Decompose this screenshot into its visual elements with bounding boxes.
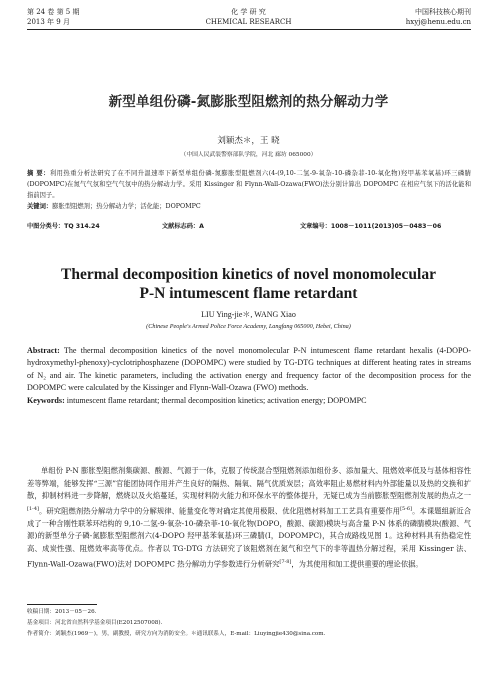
received-date: 收稿日期：2013－05－26. [27, 609, 97, 615]
intro-text-2: 。研究阻燃剂热分解动力学中的分解规律、能量变化等对确定其使用极限、优化阻燃材料加工工艺具有重要作用 [38, 506, 401, 516]
english-title [0, 265, 497, 303]
author-bio: 作者简介：刘颖杰(1969－)，男，副教授，研究方向为消防安全。＊通讯联系人，E-mail：Liuyingjie430@sina.com. [27, 631, 326, 637]
english-title-line2: P-N intumescent flame retardant [139, 285, 358, 302]
journal-name-en: CHEMICAL RESEARCH [205, 18, 292, 26]
footnote-divider [27, 604, 97, 605]
english-abstract-text: The thermal decomposition kinetics of the novel monomolecular P-N intumescent flame retardant hexalis (4-DOPO-hydroxymethyl-phenoxy)-cyclotriphosphazene (DOPOMPC) were studied by TG-DTG techniques at different heating rates in streams of N₂ and air. The kinetic parameters, including the activation energy and frequency factor of the decomposition process for the DOPOMPC were calculated by the Kissinger and Flynn-Wall-Ozawa (FWO) methods. [27, 346, 471, 393]
english-abstract [27, 345, 471, 407]
clc-number: 中图分类号：TQ 314.24 [27, 223, 100, 230]
chinese-keywords-text: 膨胀型阻燃剂；热分解动力学；活化能；DOPOMPC [52, 203, 201, 210]
chinese-abstract [27, 168, 471, 212]
chinese-abstract-label: 摘 要： [27, 170, 50, 177]
citation-ref-3: [7-8] [279, 558, 292, 565]
publication-date: 2013 年 9 月 [27, 18, 70, 26]
english-keywords-label: Keywords: [27, 395, 65, 405]
chinese-title: 新型单组份磷-氮膨胀型阻燃剂的热分解动力学 [108, 94, 389, 110]
english-title-line1: Thermal decomposition kinetics of novel monomolecular [61, 266, 436, 283]
english-abstract-body [27, 345, 471, 395]
english-keywords-text: intumescent flame retardant; thermal decomposition kinetics; activation energy; DOPOMPC [64, 395, 367, 405]
introduction-paragraph [27, 465, 471, 571]
article-id: 文章编号：1008－1011(2013)05－0483－06 [300, 223, 442, 230]
chinese-abstract-text: 利用热重分析法研究了在不同升温速率下新型单组份磷-氮膨胀型阻燃剂六(4-(9,10-二氢-9-氧杂-10-磷杂菲-10-氧化物)羟甲基苯氧基)环三磷腈(DOPOMPC)在氮气气氛和空气气氛中的热分解动力学。采用 Kissinger 和 Flynn-Wall-Ozawa(FWO)法分别计算出 DOPOMPC 在相应气氛下的活化能和指前因子。 [27, 170, 471, 199]
journal-name-cn: 化 学 研 究 [231, 8, 266, 16]
fund-info: 基金项目：河北省自然科学基金项目(E2012507008). [27, 620, 163, 626]
journal-contact [406, 7, 471, 27]
chinese-authors: 刘颖杰＊，王 晓 [217, 136, 280, 146]
header-divider [27, 29, 471, 30]
intro-text-1: 单组份 P-N 膨胀型阻燃剂集碳源、酸源、气源于一体，克服了传统混合型阻燃剂添加组份多、添加量大、阻燃效率低及与基体相容性差等弊端，能够发挥“三源”官能团协同作用并产生良好的隔热、隔氧、隔气优质炭层；高效率阻止易燃材料内外部能量以及热的交换和扩散，抑制材料进一步降解，燃烧以及火焰蔓延，实现材料防火能力和环保水平的整体提升，无疑已成为当前膨胀型阻燃剂发展的热点之一 [27, 466, 471, 501]
english-keywords [27, 395, 471, 407]
document-code: 文献标志码：A [162, 223, 204, 230]
journal-index-label: 中国科技核心期刊 [415, 8, 471, 16]
intro-text-4: ，为其使用和加工提供重要的理论依据。 [291, 559, 423, 568]
chinese-affiliation: （中国人民武装警察部队学院，河北 廊坊 065000） [180, 152, 317, 158]
english-authors: LIU Ying-jie＊, WANG Xiao [201, 310, 296, 319]
volume-issue: 第 24 卷 第 5 期 [27, 8, 80, 16]
intro-text-3: 。本课题组新近合成了一种含刚性联苯环结构的 9,10-二氢-9-氧杂-10-磷杂菲-10-氧化物(DOPO，酸源、碳源)模块与高含量 P-N 体系的磷腈模块(酸源、气源)的新型单分子磷-氮膨胀型阻燃剂六(4-DOPO 羟甲基苯氧基)环三磷腈(Ⅰ，DOPOMPC)，其合成路线见图 1。这种材料具有热稳定性高、成炭性强、阻燃效率高等优点。作者以 TG-DTG 方法研究了该阻燃剂在氮气和空气下的非等温热分解过程，采用 Kissinger 法、Flynn-Wall-Ozawa(FWO)法对 DOPOMPC 热分解动力学参数进行分析研究 [27, 506, 471, 568]
chinese-keywords [27, 201, 471, 212]
citation-ref-1: [1-4] [27, 505, 39, 512]
chinese-abstract-body [27, 168, 471, 201]
english-abstract-label: Abstract: [27, 346, 60, 355]
english-affiliation: (Chinese People's Armed Police Force Academy, Langfang 065000, Hebei, China) [146, 323, 351, 330]
citation-ref-2: [5-6] [400, 505, 413, 512]
journal-email: hxyj@henu.edu.cn [405, 18, 471, 26]
chinese-keywords-label: 关键词： [27, 203, 53, 210]
